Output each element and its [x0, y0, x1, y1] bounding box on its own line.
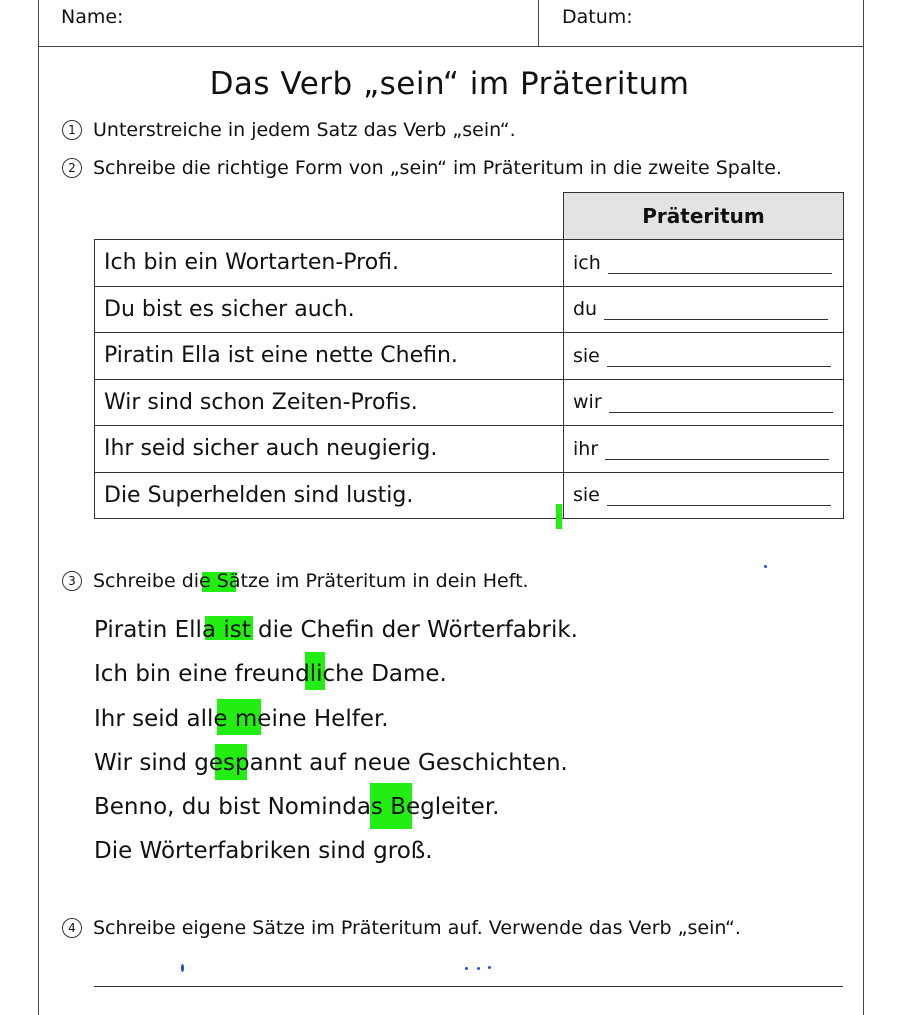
task-number: 3: [62, 571, 82, 591]
task-text: Unterstreiche in jedem Satz das Verb „sein“.: [93, 119, 516, 141]
table-row: [95, 379, 844, 426]
sentence-list: [94, 614, 578, 880]
table-row: [95, 333, 844, 380]
answer-blank[interactable]: [607, 489, 831, 506]
verb-table: [94, 192, 844, 519]
worksheet-title: Das Verb „sein“ im Präteritum: [209, 66, 690, 102]
writing-line[interactable]: [94, 986, 843, 987]
task-3: [62, 570, 529, 592]
answer-cell: [564, 286, 844, 333]
answer-cell: [564, 240, 844, 287]
table-sentence: Piratin Ella ist eine nette Chefin.: [95, 333, 564, 380]
task-text: Schreibe eigene Sätze im Präteritum auf. Verwende das Verb „sein“.: [93, 917, 741, 939]
table-header-praeteritum: Präteritum: [564, 193, 844, 240]
answer-blank[interactable]: [604, 303, 828, 320]
answer-cell: [564, 333, 844, 380]
list-item: Benno, du bist Nomindas Begleiter.: [94, 794, 500, 821]
task-number: 1: [62, 120, 82, 140]
table-sentence: Wir sind schon Zeiten-Profis.: [95, 379, 564, 426]
table-header-blank: [95, 193, 564, 240]
table-row: [95, 426, 844, 473]
table-header-row: [95, 193, 844, 240]
pronoun-label: ihr: [573, 437, 599, 460]
ink-dot: [477, 967, 480, 970]
pronoun-label: sie: [573, 484, 600, 507]
task-2: [62, 157, 782, 179]
answer-blank[interactable]: [608, 257, 832, 274]
task-4: [62, 917, 741, 939]
header-row: [38, 0, 864, 47]
table-row: [95, 286, 844, 333]
highlight-mark: [556, 504, 562, 529]
table-sentence: Ich bin ein Wortarten-Profi.: [95, 240, 564, 287]
answer-cell: [564, 379, 844, 426]
list-item: Wir sind gespannt auf neue Geschichten.: [94, 749, 568, 776]
table-sentence: Ihr seid sicher auch neugierig.: [95, 426, 564, 473]
list-item: Ihr seid alle meine Helfer.: [94, 705, 389, 732]
list-item: Piratin Ella ist die Chefin der Wörterfabrik.: [94, 617, 578, 643]
table-sentence: Du bist es sicher auch.: [95, 286, 564, 333]
ink-dot: [181, 964, 184, 972]
ink-dot: [764, 565, 767, 568]
name-label: Name:: [61, 6, 124, 28]
answer-cell: [564, 472, 844, 519]
task-1: [62, 119, 516, 141]
answer-cell: [564, 426, 844, 473]
task-text: Schreibe die richtige Form von „sein“ im Präteritum in die zweite Spalte.: [93, 157, 782, 179]
answer-blank[interactable]: [605, 443, 829, 460]
task-text: Schreibe die Sätze im Präteritum in dein Heft.: [93, 570, 529, 592]
task-number: 2: [62, 158, 82, 178]
pronoun-label: ich: [573, 251, 601, 274]
list-item: Ich bin eine freundliche Dame.: [94, 661, 447, 688]
list-item: Die Wörterfabriken sind groß.: [94, 838, 433, 865]
pronoun-label: sie: [573, 344, 600, 367]
table-row: [95, 240, 844, 287]
answer-blank[interactable]: [607, 350, 831, 367]
answer-blank[interactable]: [609, 396, 833, 413]
ink-dot: [488, 966, 491, 969]
header-divider: [538, 0, 539, 47]
pronoun-label: wir: [573, 391, 602, 414]
pronoun-label: du: [573, 298, 598, 321]
task-number: 4: [62, 918, 82, 938]
date-label: Datum:: [562, 6, 633, 28]
table-row: [95, 472, 844, 519]
table-sentence: Die Superhelden sind lustig.: [95, 472, 564, 519]
ink-dot: [465, 967, 468, 970]
